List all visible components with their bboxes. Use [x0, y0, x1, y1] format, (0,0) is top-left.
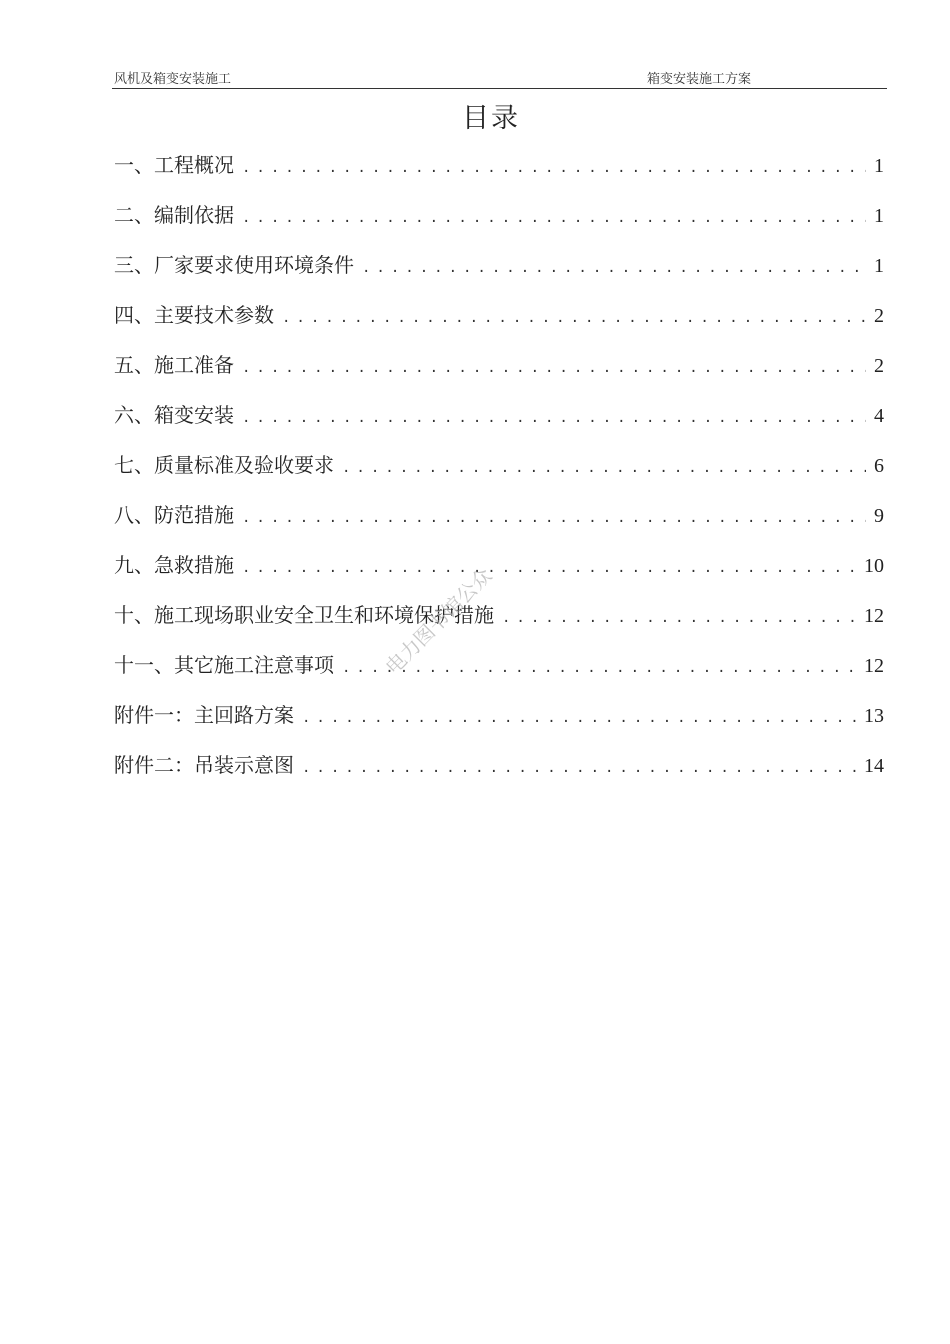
- toc-dot-leader: [302, 698, 858, 738]
- toc-entry-label: 二、编制依据: [114, 203, 234, 227]
- toc-entry-4[interactable]: [114, 295, 884, 345]
- toc-dot-leader: [502, 598, 858, 638]
- toc-entry-2[interactable]: [114, 195, 884, 245]
- toc-list: [114, 145, 884, 795]
- toc-entry-label: 九、急救措施: [114, 553, 234, 577]
- toc-entry-label: 附件一：主回路方案: [114, 703, 294, 727]
- toc-page-number: 1: [874, 155, 884, 177]
- toc-entry-5[interactable]: [114, 345, 884, 395]
- toc-entry-label: 十一、其它施工注意事项: [114, 653, 334, 677]
- toc-entry-label: 一、工程概况: [114, 153, 234, 177]
- toc-entry-3[interactable]: [114, 245, 884, 295]
- toc-title: 目录: [462, 103, 520, 134]
- toc-entry-1[interactable]: [114, 145, 884, 195]
- toc-page-number: 1: [874, 205, 884, 227]
- toc-entry-label: 三、厂家要求使用环境条件: [114, 253, 354, 277]
- toc-dot-leader: [242, 398, 866, 438]
- header-right-text: 箱变安装施工方案: [647, 72, 752, 87]
- toc-page-number: 14: [864, 755, 884, 777]
- toc-entry-7[interactable]: [114, 445, 884, 495]
- toc-entry-9[interactable]: [114, 545, 884, 595]
- watermark: 电力图书馆公众: [380, 563, 497, 680]
- toc-dot-leader: [302, 748, 858, 788]
- toc-page-number: 4: [874, 405, 884, 427]
- toc-page-number: 13: [864, 705, 884, 727]
- page-header: [112, 66, 887, 89]
- toc-page-number: 12: [864, 655, 884, 677]
- toc-page-number: 2: [874, 355, 884, 377]
- toc-entry-13[interactable]: [114, 745, 884, 795]
- toc-page-number: 10: [864, 555, 884, 577]
- toc-entry-label: 五、施工准备: [114, 353, 234, 377]
- toc-page-number: 6: [874, 455, 884, 477]
- toc-entry-label: 十、施工现场职业安全卫生和环境保护措施: [114, 603, 494, 627]
- toc-entry-label: 六、箱变安装: [114, 403, 234, 427]
- toc-dot-leader: [282, 298, 866, 338]
- toc-entry-12[interactable]: [114, 695, 884, 745]
- toc-dot-leader: [242, 148, 866, 188]
- header-left-text: 风机及箱变安装施工: [114, 72, 232, 87]
- toc-dot-leader: [242, 498, 866, 538]
- toc-dot-leader: [342, 648, 858, 688]
- toc-dot-leader: [242, 198, 866, 238]
- toc-entry-label: 八、防范措施: [114, 503, 234, 527]
- toc-page-number: 9: [874, 505, 884, 527]
- toc-page-number: 12: [864, 605, 884, 627]
- toc-entry-10[interactable]: [114, 595, 884, 645]
- toc-dot-leader: [242, 348, 866, 388]
- toc-dot-leader: [362, 248, 866, 288]
- toc-dot-leader: [242, 548, 858, 588]
- toc-entry-8[interactable]: [114, 495, 884, 545]
- toc-entry-label: 七、质量标准及验收要求: [114, 453, 334, 477]
- toc-entry-label: 附件二：吊装示意图: [114, 753, 294, 777]
- toc-page-number: 1: [874, 255, 884, 277]
- toc-entry-label: 四、主要技术参数: [114, 303, 274, 327]
- toc-entry-11[interactable]: [114, 645, 884, 695]
- toc-entry-6[interactable]: [114, 395, 884, 445]
- toc-dot-leader: [342, 448, 866, 488]
- toc-page-number: 2: [874, 305, 884, 327]
